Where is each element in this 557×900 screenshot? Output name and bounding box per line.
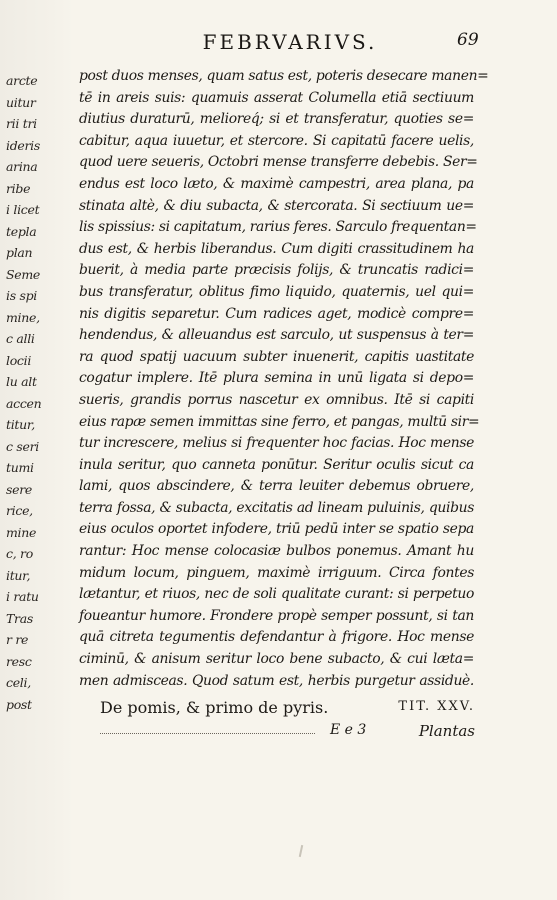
- gutter-line: accen: [6, 395, 42, 411]
- gutter-line: mine: [6, 524, 37, 540]
- gutter-line: locii: [6, 352, 32, 368]
- text-line: men admisceas. Quod satum est, herbis purgetur assiduè.: [79, 672, 474, 689]
- text-line: endus est loco læto, & maximè campestri, area plana, pa: [79, 175, 474, 192]
- text-line: foueantur humore. Frondere propè semper possunt, si tan: [79, 607, 474, 624]
- gutter-line: c alli: [6, 331, 35, 346]
- signature-mark: E e 3: [330, 722, 367, 738]
- text-line: post duos menses, quam satus est, poteris desecare manen=: [79, 68, 489, 84]
- gutter-line: is spi: [6, 288, 38, 303]
- gutter-line: tumi: [6, 460, 34, 475]
- gutter-line: sere: [6, 481, 32, 497]
- text-line: rantur: Hoc mense colocasiæ bulbos ponemus. Amant hu: [79, 543, 474, 560]
- text-line: lætantur, et riuos, nec de soli qualitate curant: si perpetuo: [79, 586, 474, 603]
- gutter-line: mine,: [6, 309, 40, 325]
- gutter-line: rice,: [6, 503, 33, 518]
- section-heading: [100, 698, 475, 720]
- gutter-line: tepla: [6, 223, 37, 239]
- text-line: cogatur implere. Itē plura semina in unū ligata si depo=: [79, 370, 474, 387]
- gutter-line: lu alt: [6, 374, 37, 389]
- text-line: eius oculos oportet infodere, triū pedū inter se spatio sepa: [79, 521, 474, 538]
- gutter-line: resc: [6, 653, 32, 669]
- gutter-line: itur,: [6, 567, 31, 583]
- footer-rule: [100, 733, 315, 734]
- section-number: TIT. XXV.: [398, 699, 475, 714]
- text-line: tē in areis suis: quamuis asserat Columella etiā sectiuum: [79, 89, 474, 106]
- text-line: nis digitis separetur. Cum radices aget, modicè compre=: [79, 305, 474, 322]
- text-line: eius rapæ semen immittas sine ferro, et pangas, multū sir=: [79, 413, 480, 430]
- stray-mark: [299, 845, 303, 857]
- text-line: quā citreta tegumentis defendantur à frigore. Hoc mense: [79, 629, 474, 646]
- text-line: ra quod spatij uacuum subter inuenerit, capitis uastitate: [79, 348, 474, 365]
- text-line: lami, quos abscindere, & terra leuiter debemus obruere,: [79, 478, 474, 495]
- body-text: [79, 66, 489, 692]
- facing-page-gutter: [6, 70, 64, 715]
- text-line: tur increscere, melius si frequenter hoc facias. Hoc mense: [79, 435, 474, 452]
- text-line: ciminū, & anisum seritur loco bene subacto, & cui læta=: [79, 651, 474, 668]
- page-footer: [100, 722, 475, 746]
- text-line: lis spissius: si capitatum, rarius feres. Sarculo frequentan=: [79, 219, 477, 236]
- gutter-line: r re: [6, 632, 29, 647]
- gutter-line: arina: [6, 159, 38, 174]
- text-line: diutius duraturū, melioreq́; si et transferatur, quoties se=: [79, 111, 474, 128]
- gutter-line: rii tri: [6, 116, 37, 131]
- text-line: inula seritur, quo canneta ponūtur. Seritur oculis sicut ca: [79, 456, 474, 473]
- gutter-line: i licet: [6, 202, 40, 217]
- text-line: terra fossa, & subacta, excitatis ad lineam puluinis, quibus: [79, 499, 474, 516]
- gutter-line: uitur: [6, 94, 36, 110]
- gutter-line: ribe: [6, 180, 31, 196]
- gutter-line: celi,: [6, 675, 31, 690]
- text-line: cabitur, aqua iuuetur, et stercore. Si capitatū facere uelis,: [79, 132, 474, 149]
- gutter-line: titur,: [6, 417, 35, 432]
- folio-number: 69: [457, 30, 479, 50]
- text-line: buerit, à media parte præcisis folijs, & truncatis radici=: [79, 262, 474, 279]
- gutter-line: arcte: [6, 73, 38, 88]
- gutter-line: c seri: [6, 438, 39, 454]
- running-head: FEBRVARIVS.: [202, 30, 378, 54]
- gutter-line: post: [6, 696, 32, 712]
- gutter-line: c, ro: [6, 546, 33, 561]
- text-line: quod uere seueris, Octobri mense transferre debebis. Ser=: [79, 154, 478, 171]
- gutter-line: Tras: [6, 610, 33, 626]
- gutter-line: plan: [6, 245, 33, 260]
- text-line: sueris, grandis porrus nascetur ex omnibus. Itē si capiti: [79, 391, 474, 408]
- text-line: bus transferatur, oblitus fimo liquido, quaternis, uel qui=: [79, 283, 474, 300]
- section-title: De pomis, & primo de pyris.: [100, 698, 329, 717]
- catchword: Plantas: [418, 722, 475, 740]
- text-line: midum locum, pinguem, maximè irriguum. Circa fontes: [79, 564, 474, 581]
- gutter-line: Seme: [6, 266, 41, 282]
- gutter-line: i ratu: [6, 589, 39, 604]
- text-line: hendendus, & alleuandus est sarculo, ut suspensus à ter=: [79, 327, 474, 344]
- text-line: stinata altè, & diu subacta, & stercorata. Si sectiuum ue=: [79, 197, 474, 214]
- gutter-line: ideris: [6, 137, 40, 153]
- text-line: dus est, & herbis liberandus. Cum digiti crassitudinem ha: [79, 240, 474, 257]
